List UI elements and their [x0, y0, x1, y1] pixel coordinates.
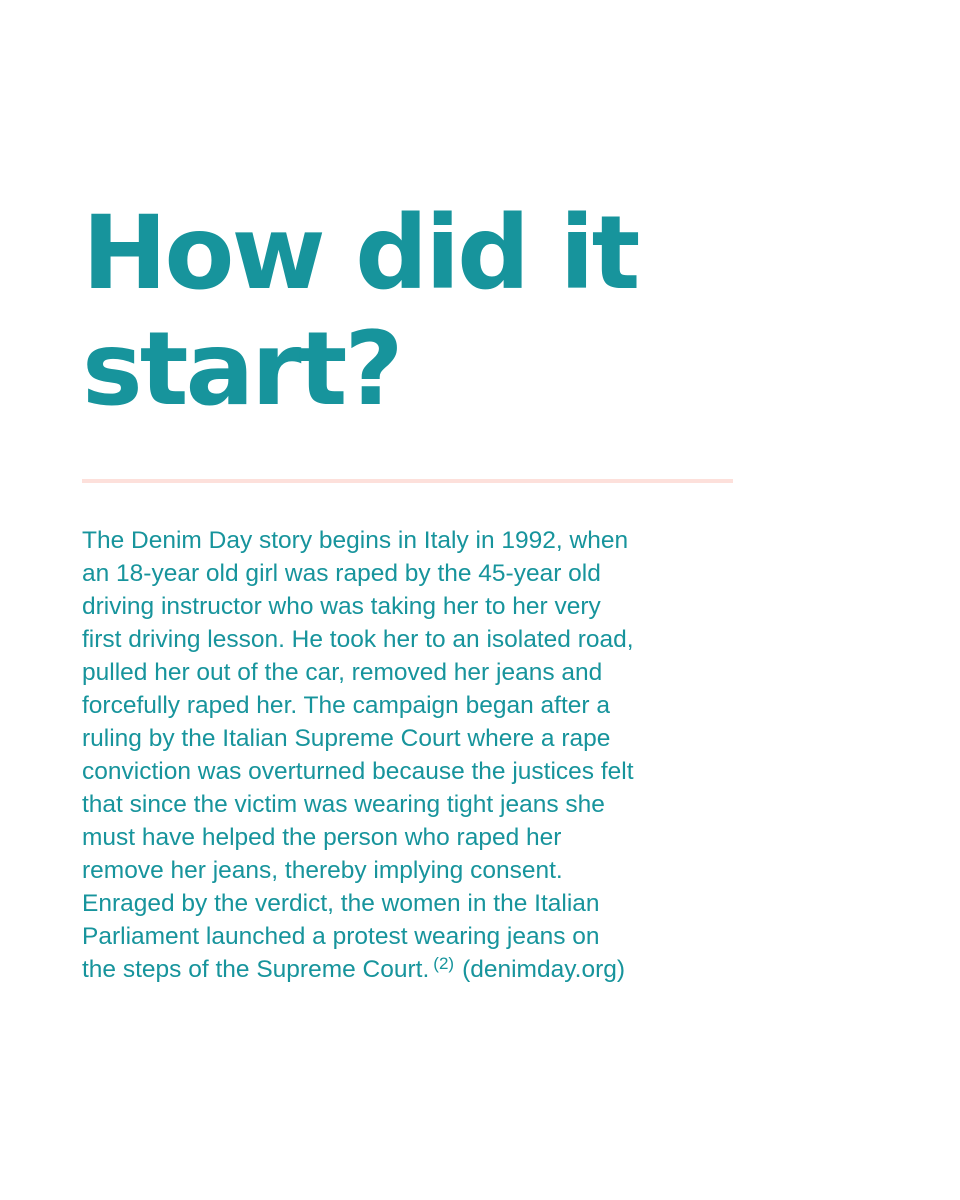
body-line: remove her jeans, thereby implying consent.	[82, 857, 563, 884]
body-line: Enraged by the verdict, the women in the Italian	[82, 890, 600, 917]
page-title	[82, 196, 782, 428]
footnote-marker: (2)	[433, 954, 455, 973]
body-line: must have helped the person who raped her	[82, 824, 562, 851]
body-line: forcefully raped her. The campaign began after a	[82, 692, 610, 719]
source-citation: (denimday.org)	[462, 956, 626, 983]
body-paragraph	[82, 524, 762, 986]
body-line: conviction was overturned because the justices felt	[82, 758, 634, 785]
body-line: that since the victim was wearing tight jeans she	[82, 791, 605, 818]
title-line-2: start?	[82, 310, 401, 429]
body-line: an 18-year old girl was raped by the 45-year old	[82, 560, 601, 587]
body-line: Parliament launched a protest wearing jeans on	[82, 923, 600, 950]
title-line-1: How did it	[82, 194, 638, 313]
body-line: first driving lesson. He took her to an isolated road,	[82, 626, 634, 653]
body-line: ruling by the Italian Supreme Court where a rape	[82, 725, 611, 752]
body-line: The Denim Day story begins in Italy in 1992, when	[82, 527, 629, 554]
body-line: driving instructor who was taking her to her very	[82, 593, 601, 620]
divider	[82, 479, 733, 483]
body-line: pulled her out of the car, removed her jeans and	[82, 659, 603, 686]
body-line-text: the steps of the Supreme Court.	[82, 956, 430, 983]
body-last-line	[82, 953, 762, 986]
